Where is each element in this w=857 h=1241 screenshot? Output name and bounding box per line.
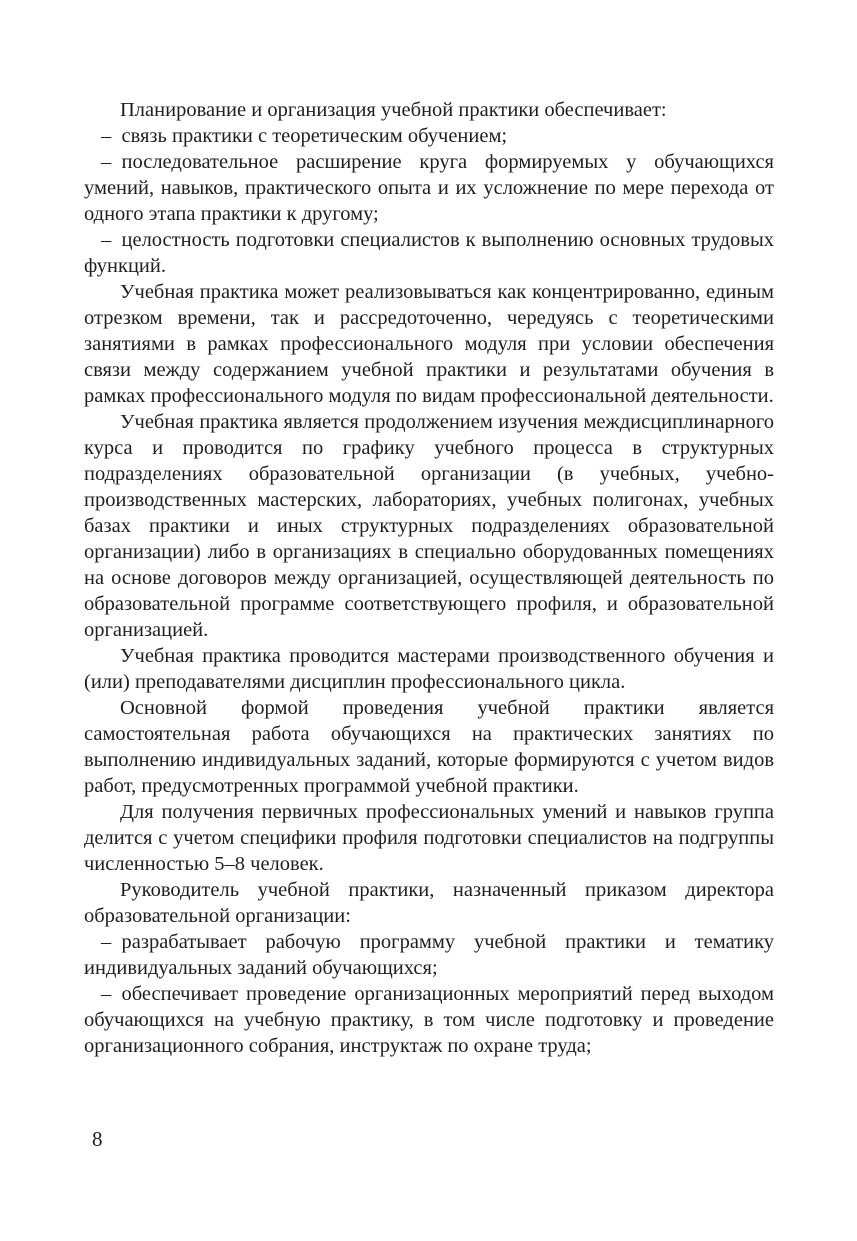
bullet-paragraph: – последовательное расширение круга формируемых у обучающихся умений, навыков, практического опыта и их усложнение по мере перехода от одного этапа практики к другому; — [84, 151, 774, 225]
body-paragraph: Основной формой проведения учебной практики является самостоятельная работа обучающихся на практических занятиях по выполнению индивидуальных заданий, которые формируются с учетом видов работ, предусмотренных программой учебной практики. — [84, 697, 774, 797]
bullet-paragraph: – разрабатывает рабочую программу учебной практики и тематику индивидуальных заданий обучающихся; — [84, 931, 774, 979]
body-paragraph: Для получения первичных профессиональных умений и навыков группа делится с учетом специфики профиля подготовки специалистов на подгруппы численностью 5–8 человек. — [84, 801, 774, 875]
body-paragraph: Руководитель учебной практики, назначенный приказом директора образовательной организации: — [84, 879, 774, 927]
page-body — [84, 97, 774, 1059]
body-paragraph: Учебная практика является продолжением изучения междисциплинарного курса и проводится по графику учебного процесса в структурных подразделениях образовательной организации (в учебных, учебно-производственных мастерских, лабораториях, учебных полигонах, учебных базах практики и иных структурных подразделениях образовательной организации) либо в организациях в специально оборудованных помещениях на основе договоров между организацией, осуществляющей деятельность по образовательной программе соответствующего профиля, и образовательной организацией. — [84, 411, 774, 641]
body-paragraph: Учебная практика может реализовываться как концентрированно, единым отрезком времени, так и рассредоточенно, чередуясь с теоретическими занятиями в рамках профессионального модуля при условии обеспечения связи между содержанием учебной практики и результатами обучения в рамках профессионального модуля по видам профессиональной деятельности. — [84, 281, 774, 407]
bullet-paragraph: – связь практики с теоретическим обучением; — [101, 125, 508, 147]
bullet-paragraph: – целостность подготовки специалистов к выполнению основных трудовых функций. — [84, 229, 774, 277]
body-paragraph: Учебная практика проводится мастерами производственного обучения и (или) преподавателями дисциплин профессионального цикла. — [84, 645, 774, 693]
bullet-paragraph: – обеспечивает проведение организационных мероприятий перед выходом обучающихся на учебную практику, в том числе подготовку и проведение организационного собрания, инструктаж по охране труда; — [84, 983, 774, 1057]
page-number: 8 — [92, 1127, 103, 1151]
body-paragraph: Планирование и организация учебной практики обеспечивает: — [120, 99, 667, 121]
